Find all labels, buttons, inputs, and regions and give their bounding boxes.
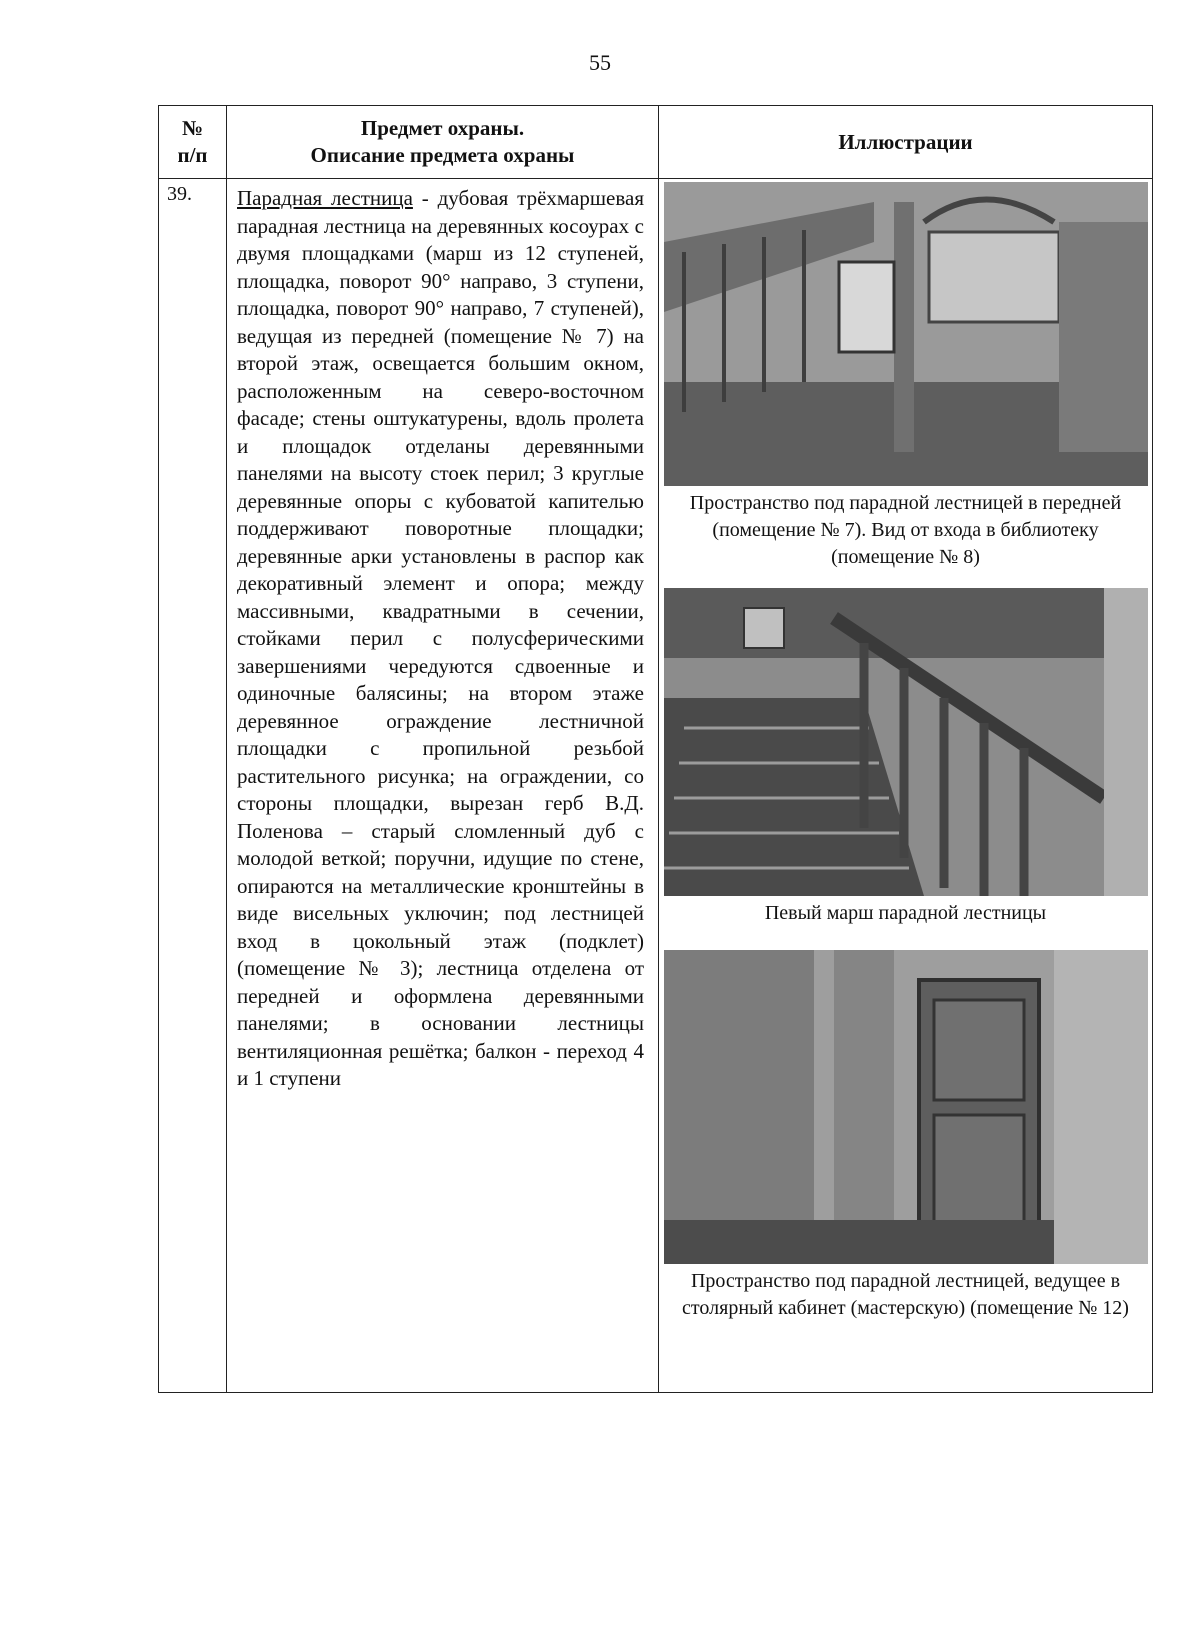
header-subject (227, 106, 659, 179)
illustration-3-caption: Пространство под парадной лестницей, ведущее в столярный кабинет (мастерскую) (помещение № 12) (682, 1270, 1129, 1319)
header-illustrations: Иллюстрации (659, 106, 1153, 179)
header-number-line1: № (181, 116, 204, 140)
description-text (237, 185, 644, 1093)
photo-workshop-passage (664, 950, 1148, 1264)
item-description: - дубовая трёхмаршевая парадная лестница на деревянных косоурах с двумя площадками (марш из 12 ступеней, площадка, поворот 90° направо, 3 ступени, площадка, поворот 90° направо, 7 ступеней), ведущая из передней (помещение № 7) на второй этаж, освещается большим окном, расположенным на северо-восточном фасаде; стены оштукатурены, вдоль пролета и площадок отделаны деревянными панелями на высоту стоек перил; 3 круглые деревянные опоры с кубоватой капителью поддерживают поворотные площадки; деревянные арки установлены в распор как декоративный элемент и опора; между массивными, квадратными в сечении, стойками перил с полусферическими завершениями чередуются сдвоенные и одиночные балясины; на втором этаже деревянное ограждение лестничной площадки с пропильной резьбой растительного рисунка; на ограждении, со стороны площадки, вырезан герб В.Д. Поленова – старый сломленный дуб с молодой веткой; поручни, идущие по стене, опираются на металлические кронштейны в виде висельных уключин; под лестницей вход в цокольный этаж (подклет) (помещение № 3); лестница отделена от передней и оформлена деревянными панелями; в основании лестницы вентиляционная решётка; балкон - переход 4 и 1 ступени (237, 186, 644, 1090)
item-title: Парадная лестница (237, 186, 413, 210)
table-header-row (159, 106, 1153, 179)
photo-first-flight (664, 588, 1148, 896)
illustration-3 (659, 950, 1152, 1322)
header-subject-line1: Предмет охраны. (360, 116, 525, 140)
protection-table (158, 105, 1153, 1393)
illustration-1 (659, 182, 1152, 586)
table-row (159, 179, 1153, 1393)
illustration-2 (659, 588, 1152, 950)
page-number: 55 (589, 50, 611, 75)
header-subject-line2: Описание предмета охраны (310, 143, 575, 167)
row-description (227, 179, 659, 1393)
row-number: 39. (159, 179, 227, 1393)
photo-under-staircase-hall (664, 182, 1148, 486)
row-illustrations (659, 179, 1153, 1393)
header-number (159, 106, 227, 179)
illustration-1-caption: Пространство под парадной лестницей в передней (помещение № 7). Вид от входа в библиотеку (помещение № 8) (689, 492, 1122, 568)
illustration-2-caption: Певый марш парадной лестницы (764, 902, 1047, 924)
header-number-line2: п/п (177, 143, 208, 167)
